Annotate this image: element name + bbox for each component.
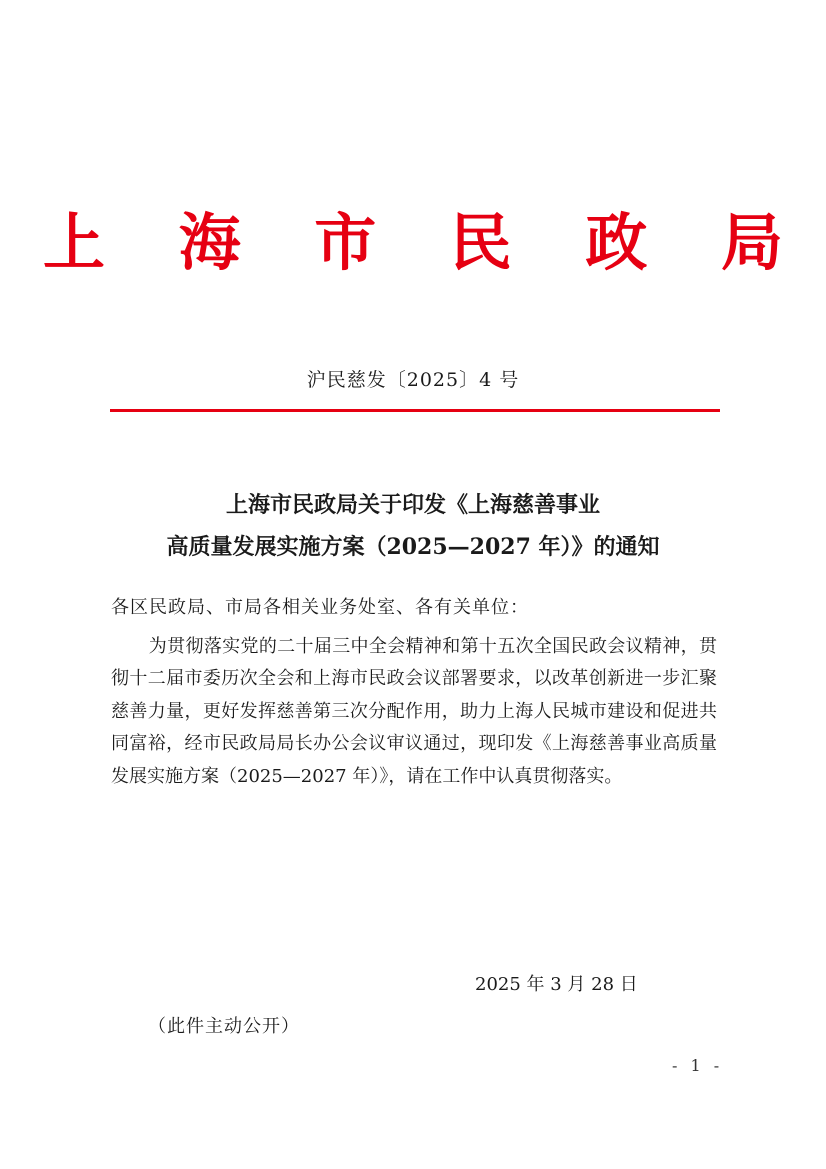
body-paragraph: 为贯彻落实党的二十届三中全会精神和第十五次全国民政会议精神，贯彻十二届市委历次全会和上海市民政会议部署要求，以改革创新进一步汇聚慈善力量，更好发挥慈善第三次分配作用，助力上海人民城市建设和促进共同富裕，经市民政局局长办公会议审议通过，现印发《上海慈善事业高质量发展实施方案（2025—2027 年）》，请在工作中认真贯彻落实。 xyxy=(111,636,717,787)
page-number: - 1 - xyxy=(672,1056,724,1075)
document-number: 沪民慈发〔2025〕4 号 xyxy=(306,369,520,391)
title-line-2: 高质量发展实施方案（2025—2027 年）》的通知 xyxy=(166,534,660,560)
public-disclosure-note: （此件主动公开） xyxy=(148,1016,300,1037)
red-divider-line xyxy=(110,409,720,412)
issue-date: 2025 年 3 月 28 日 xyxy=(475,974,638,995)
title-line-1: 上海市民政局关于印发《上海慈善事业 xyxy=(225,492,600,518)
addressee: 各区民政局、市局各相关业务处室、各有关单位： xyxy=(111,597,529,618)
issuer-masthead: 上 海 市 民 政 局 xyxy=(43,206,809,279)
notice-title xyxy=(0,484,826,568)
